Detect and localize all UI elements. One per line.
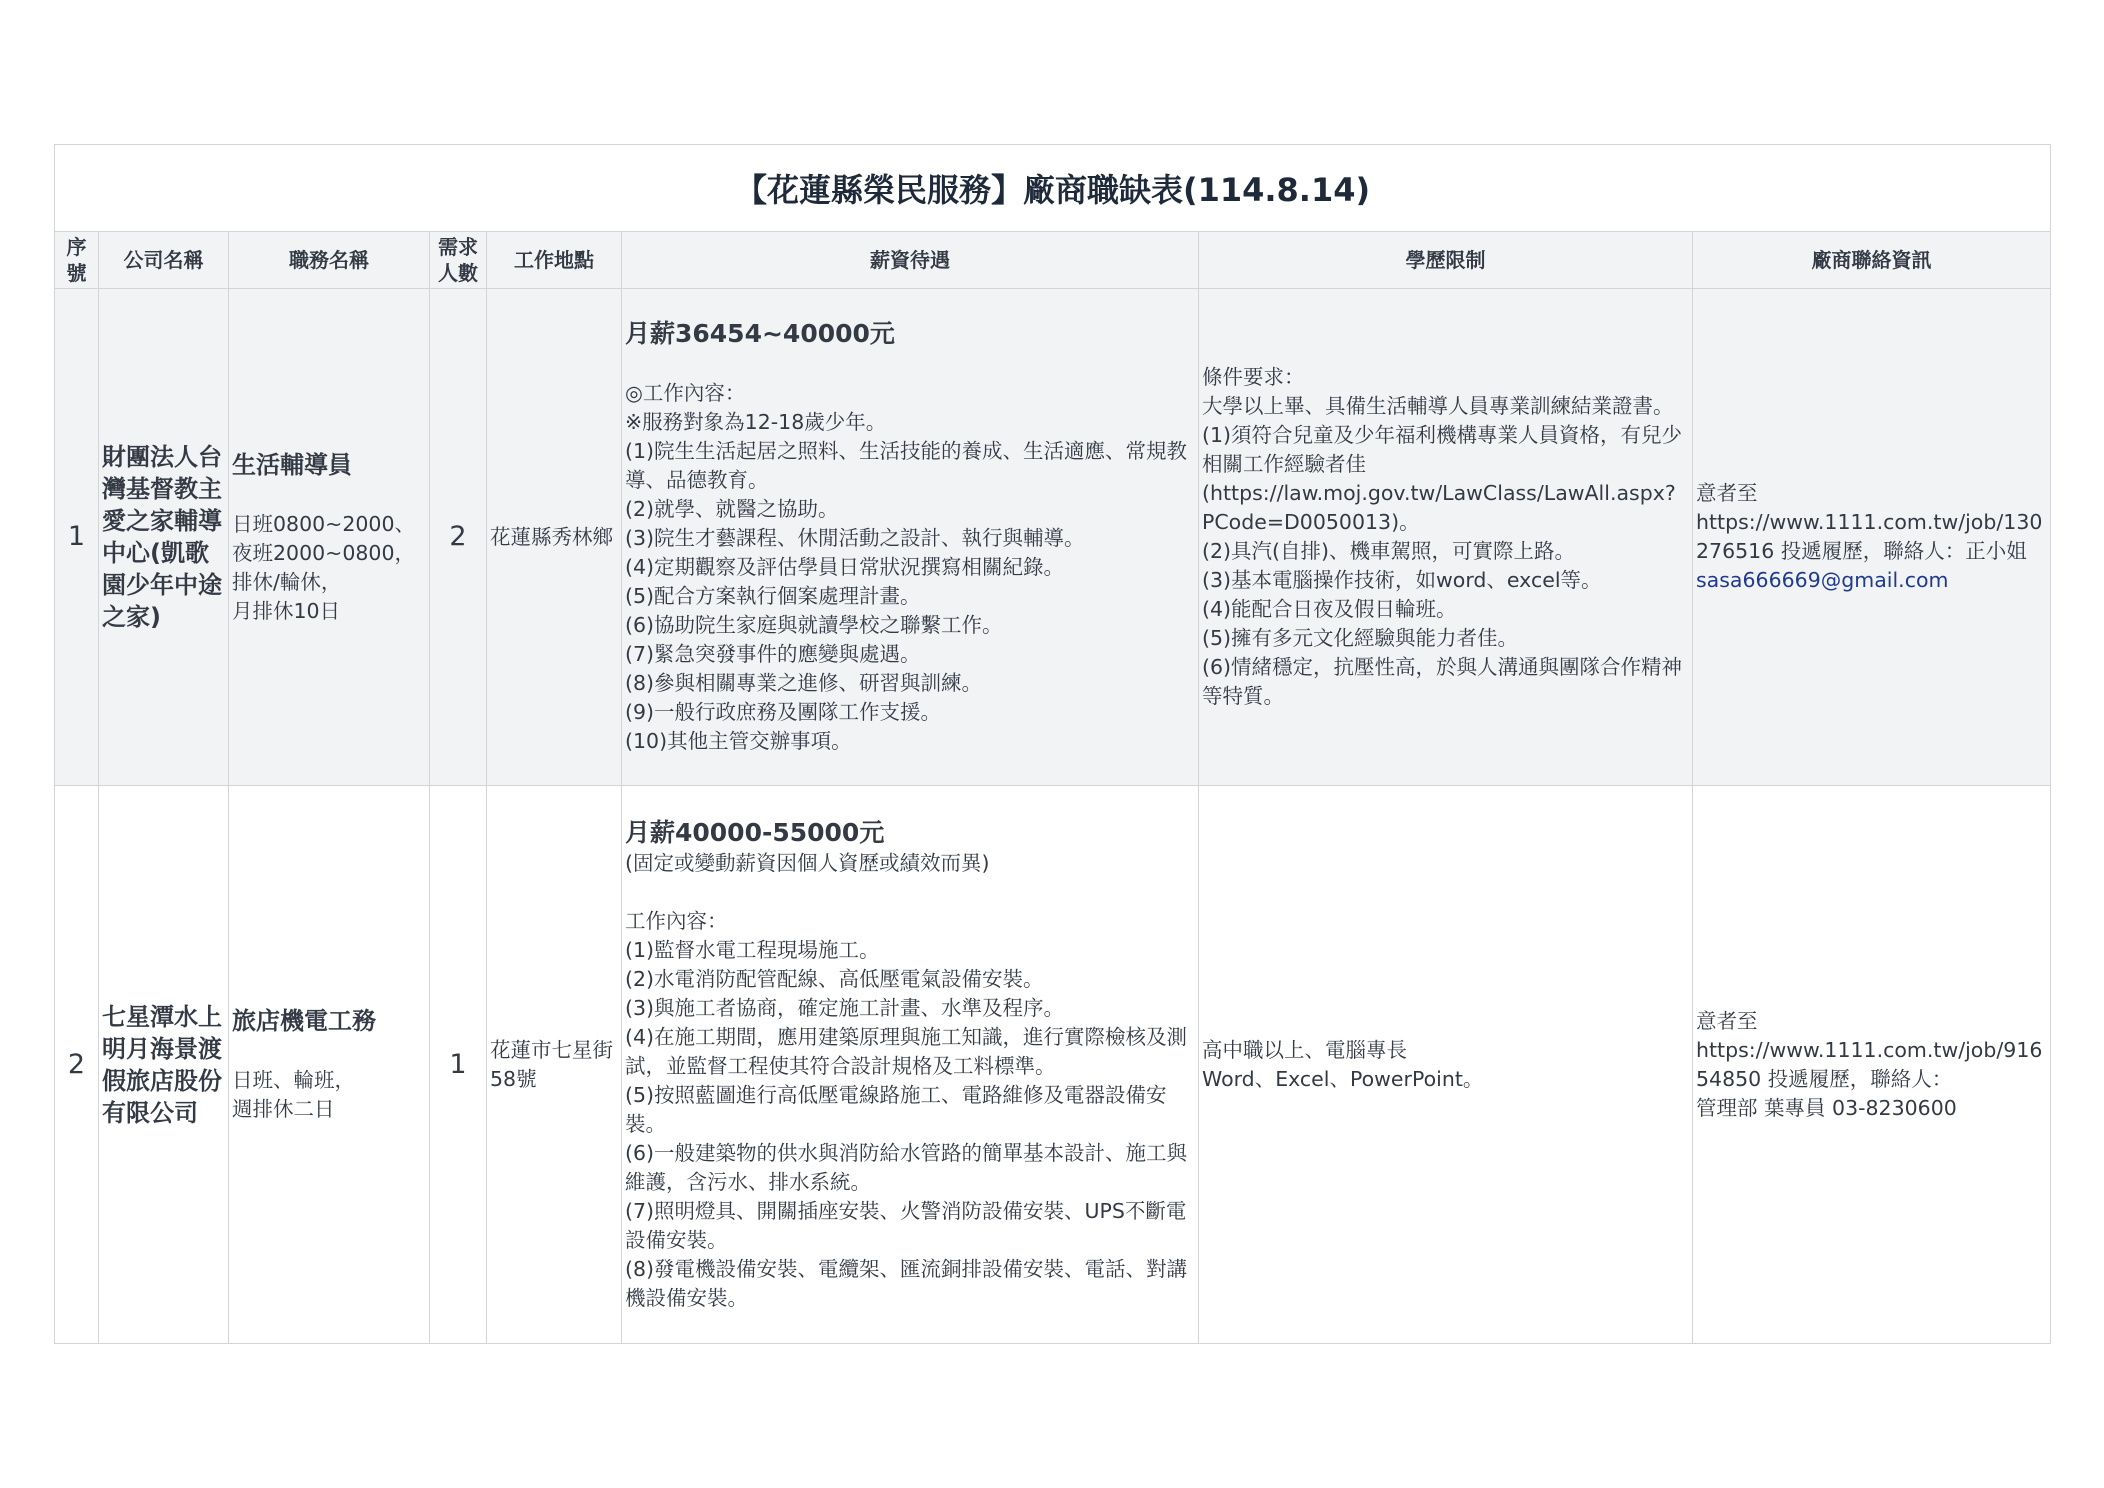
duty-item: (6)協助院生家庭與就讀學校之聯繫工作。 [625, 613, 1003, 637]
duty-item: (5)按照藍圖進行高低壓電線路施工、電路維修及電器設備安裝。 [625, 1082, 1167, 1136]
duty-item: (6)一般建築物的供水與消防給水管路的簡單基本設計、施工與維護，含污水、排水系統。 [625, 1140, 1188, 1194]
seq-cell [55, 786, 99, 1344]
contact-details: https://www.1111.com.tw/job/130276516 投遞履歷，聯絡人：正小姐 [1696, 510, 2043, 563]
location-cell [487, 786, 622, 1344]
education-item: 大學以上畢、具備生活輔導人員專業訓練結業證書。 [1202, 394, 1674, 418]
header-seq: 序號 [55, 232, 99, 289]
job-title: 旅店機電工務 [232, 1007, 376, 1035]
education-item: (6)情緒穩定，抗壓性高，於與人溝通與團隊合作精神等特質。 [1202, 655, 1683, 708]
job-schedule-line: 週排休二日 [232, 1097, 335, 1121]
education-heading: 條件要求： [1202, 365, 1305, 389]
education-item: (4)能配合日夜及假日輪班。 [1202, 597, 1457, 621]
job-cell [229, 786, 430, 1344]
header-count: 需求人數 [430, 232, 487, 289]
header-contact: 廠商聯絡資訊 [1693, 232, 2051, 289]
duty-item: (8)參與相關專業之進修、研習與訓練。 [625, 671, 983, 695]
education-item: (1)須符合兒童及少年福利機構專業人員資格，有兒少相關工作經驗者佳(https://law.moj.gov.tw/LawClass/LawAll.aspx?PCode=D0050013)。 [1202, 423, 1683, 534]
work-location: 花蓮縣秀林鄉 [490, 524, 613, 549]
job-schedule-line: 日班、輪班， [232, 1068, 355, 1092]
salary-cell [622, 786, 1199, 1344]
duty-item: (3)與施工者協商，確定施工計畫、水準及程序。 [625, 995, 1065, 1020]
duty-item: ※服務對象為12-18歲少年。 [625, 410, 887, 434]
duty-item: (1)監督水電工程現場施工。 [625, 937, 880, 962]
table-row [55, 786, 2051, 1344]
salary-headline: 月薪40000-55000元 [625, 817, 885, 847]
seq-number: 2 [67, 1048, 86, 1080]
education-item: (5)擁有多元文化經驗與能力者佳。 [1202, 626, 1519, 650]
education-item: (3)基本電腦操作技術，如word、excel等。 [1202, 568, 1602, 592]
contact-person: 管理部 葉專員 03-8230600 [1696, 1095, 1957, 1120]
duty-item: (3)院生才藝課程、休閒活動之設計、執行與輔導。 [625, 526, 1085, 550]
page-title: 【花蓮縣榮民服務】廠商職缺表(114.8.14) [55, 145, 2051, 232]
education-item: 高中職以上、電腦專長 [1202, 1037, 1407, 1062]
duty-item: (4)定期觀察及評估學員日常狀況撰寫相關紀錄。 [625, 555, 1065, 579]
duty-item: (7)緊急突發事件的應變與處遇。 [625, 642, 921, 666]
job-schedule-line: 月排休10日 [232, 598, 341, 623]
location-cell [487, 289, 622, 786]
job-vacancy-table [54, 144, 2051, 1344]
duty-item: (8)發電機設備安裝、電纜架、匯流銅排設備安裝、電話、對講機設備安裝。 [625, 1256, 1188, 1310]
contact-cell [1693, 289, 2051, 786]
duty-item: (7)照明燈具、開關插座安裝、火警消防設備安裝、UPS不斷電設備安裝。 [625, 1198, 1187, 1252]
contact-cell [1693, 786, 2051, 1344]
duty-item: (1)院生生活起居之照料、生活技能的養成、生活適應、常規教導、品德教育。 [625, 439, 1188, 492]
company-cell [99, 289, 229, 786]
duty-item: (4)在施工期間，應用建築原理與施工知識，進行實際檢核及測試，並監督工程使其符合設計規格及工料標準。 [625, 1024, 1188, 1078]
count-cell [430, 786, 487, 1344]
contact-email-link[interactable]: sasa666669@gmail.com [1696, 568, 1949, 592]
seq-cell [55, 289, 99, 786]
job-schedule [232, 510, 426, 626]
work-location: 花蓮市七星街58號 [490, 1037, 613, 1091]
duty-item: (2)水電消防配管配線、高低壓電氣設備安裝。 [625, 966, 1044, 991]
contact-intro: 意者至 [1696, 481, 1758, 505]
count-cell [430, 289, 487, 786]
duties-heading: 工作內容： [625, 908, 728, 933]
headcount: 2 [449, 521, 467, 552]
header-salary: 薪資待遇 [622, 232, 1199, 289]
header-location: 工作地點 [487, 232, 622, 289]
contact-intro: 意者至 [1696, 1008, 1758, 1033]
company-name: 財團法人台灣基督教主愛之家輔導中心(凱歌園少年中途之家) [102, 443, 222, 631]
salary-note: (固定或變動薪資因個人資歷或績效而異) [625, 850, 990, 875]
company-name: 七星潭水上明月海景渡假旅店股份有限公司 [102, 1002, 222, 1127]
duty-item: (10)其他主管交辦事項。 [625, 729, 852, 753]
header-education: 學歷限制 [1199, 232, 1693, 289]
header-row [55, 232, 2051, 289]
job-title: 生活輔導員 [232, 450, 352, 479]
job-schedule [232, 1066, 426, 1124]
job-schedule-line: 日班0800~2000、 [232, 511, 416, 536]
seq-number: 1 [67, 521, 86, 552]
duty-item: (2)就學、就醫之協助。 [625, 497, 839, 521]
job-cell [229, 289, 430, 786]
duties-heading: ◎工作內容： [625, 381, 746, 405]
job-schedule-line: 夜班2000~0800， [232, 540, 416, 565]
job-schedule-line: 排休/輪休， [232, 569, 342, 594]
education-item: (2)具汽(自排)、機車駕照，可實際上路。 [1202, 539, 1576, 563]
table-row [55, 289, 2051, 786]
education-cell [1199, 786, 1693, 1344]
education-item: Word、Excel、PowerPoint。 [1202, 1066, 1484, 1091]
header-job: 職務名稱 [229, 232, 430, 289]
duty-item: (5)配合方案執行個案處理計畫。 [625, 584, 921, 608]
salary-cell [622, 289, 1199, 786]
education-cell [1199, 289, 1693, 786]
headcount: 1 [449, 1048, 467, 1080]
header-company: 公司名稱 [99, 232, 229, 289]
company-cell [99, 786, 229, 1344]
salary-headline: 月薪36454~40000元 [625, 319, 895, 348]
contact-details: https://www.1111.com.tw/job/91654850 投遞履歷，聯絡人： [1696, 1037, 2043, 1091]
duty-item: (9)一般行政庶務及團隊工作支援。 [625, 700, 942, 724]
title-row [55, 145, 2051, 232]
